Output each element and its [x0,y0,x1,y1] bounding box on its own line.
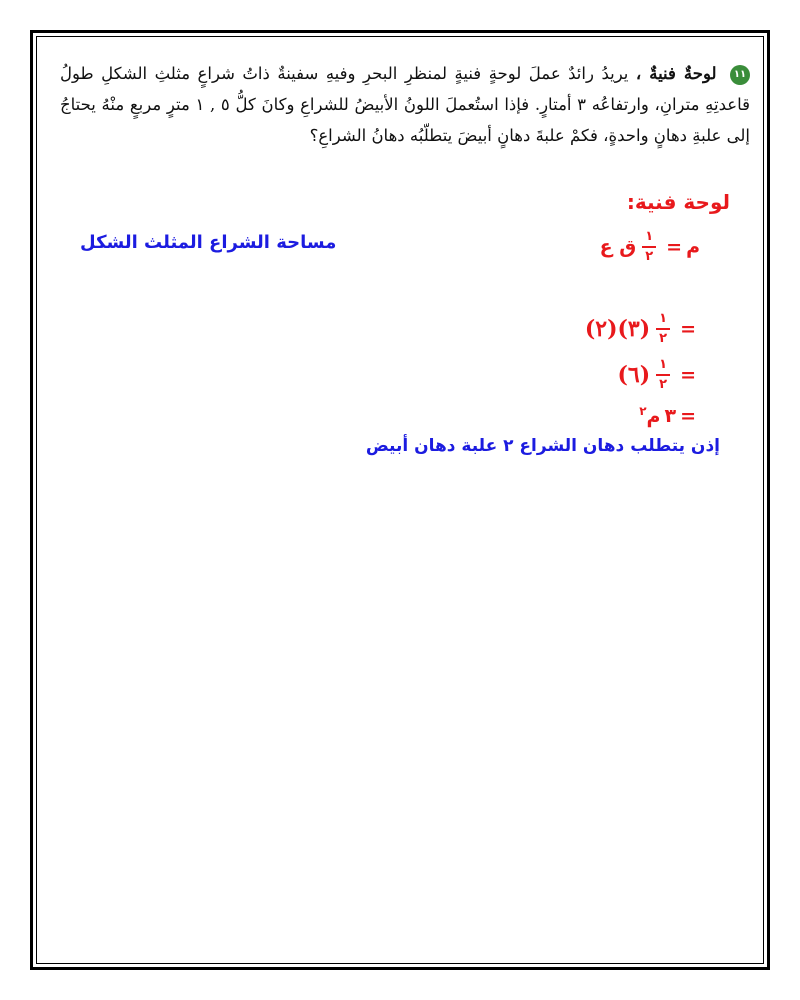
side-note: مساحة الشراع المثلث الشكل [80,232,337,253]
eq4-unit-power: ٢ [639,404,647,418]
eq1-fraction [642,230,656,264]
eq1-frac-num: ١ [645,229,654,244]
equation-line-1 [600,230,700,264]
eq1-equals: = [666,236,683,258]
eq3-fraction [656,358,670,392]
eq2-frac-num: ١ [659,311,668,326]
eq4-unit-letter: م [646,405,661,428]
eq3-rhs: (٦) [617,362,651,388]
eq2-rhs: (٣)(٢) [584,316,651,342]
eq1-rhs: ق ع [599,236,637,258]
eq3-equals: = [680,364,696,386]
equation-line-3 [617,358,700,392]
equation-line-2 [585,312,700,346]
eq2-frac-bar [656,328,670,330]
eq3-frac-bar [656,374,670,376]
eq4-value: ٣ [664,404,677,427]
problem-statement [60,58,750,151]
eq3-frac-num: ١ [659,357,668,372]
conclusion-text: إذن يتطلب دهان الشراع ٢ علبة دهان أبيض [365,436,720,456]
page-border-inner [36,36,764,964]
eq1-lhs: م [686,236,700,258]
eq2-equals: = [680,318,696,340]
eq2-fraction [656,312,670,346]
eq1-frac-bar [642,246,656,248]
problem-text: يريدُ رائدٌ عملَ لوحةٍ فنيةٍ لمنظرِ البحرِ وفيهِ سفينةٌ ذاتُ شراعٍ مثلثِ الشكلِ طولُ قاعدتِهِ مترانِ، وارتفاعُه ٣ أمتارٍ. فإذا استُعملَ اللونُ الأبيضُ للشراعِ وكانَ كلُّ ٥ , ١ مترٍ مربعٍ منْهُ يحتاجُ إلى علبةِ دهانٍ واحدةٍ، فكمْ علبةَ دهانٍ أبيضَ يتطلّبُه دهانُ الشراعِ؟ [60,64,750,145]
solution-title: لوحة فنية: [626,190,730,214]
eq4-unit [639,404,660,427]
problem-number-badge: ١١ [730,65,750,85]
eq2-frac-den: ٢ [659,331,668,346]
eq1-frac-den: ٢ [645,249,654,264]
problem-title: لوحةٌ فنيةٌ ، [635,64,717,83]
eq4-equals: = [680,404,696,427]
eq3-frac-den: ٢ [659,377,668,392]
equation-line-4 [639,404,700,427]
